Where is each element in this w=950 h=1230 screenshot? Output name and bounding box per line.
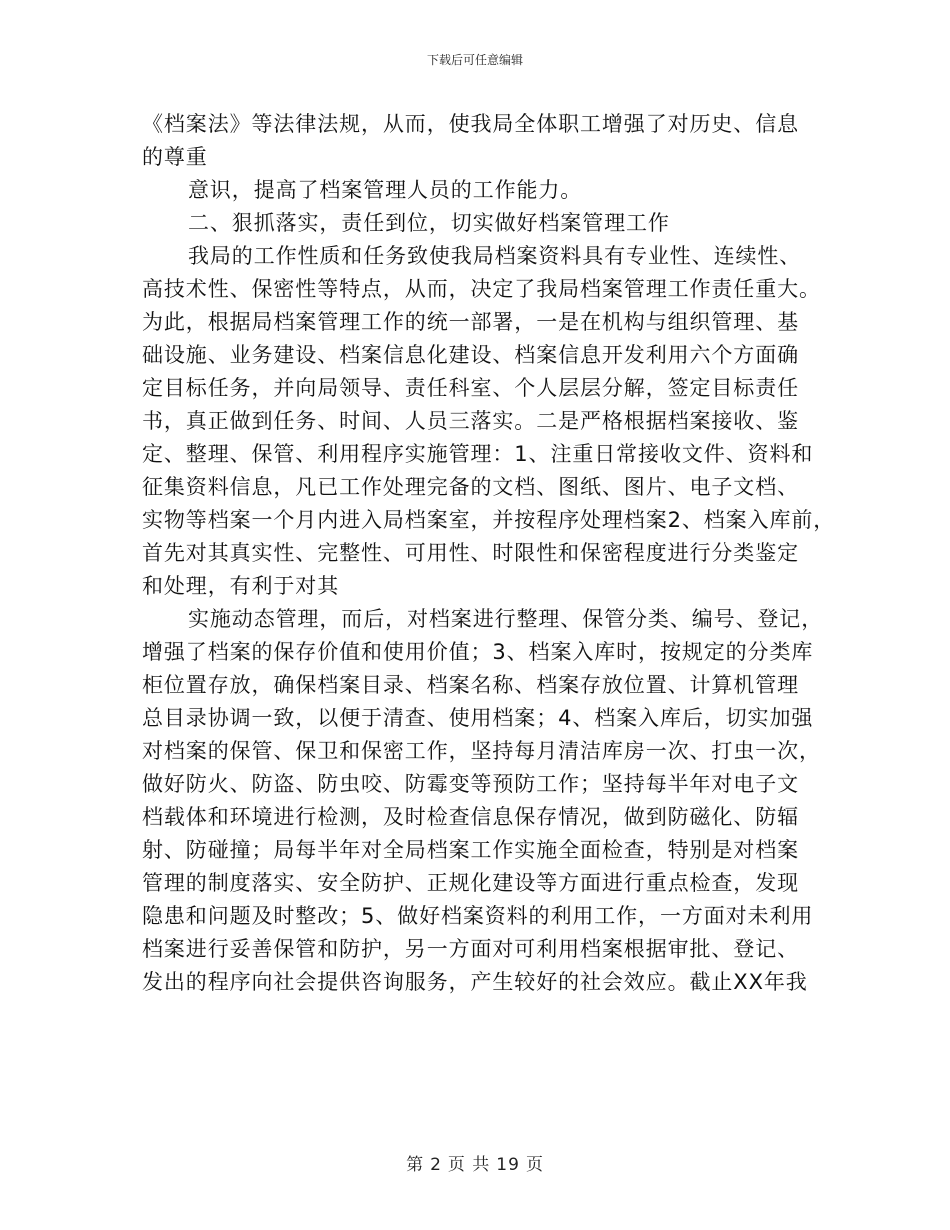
text-line: 和处理，有利于对其 — [142, 574, 340, 598]
text-line: 意识，提高了档案管理人员的工作能力。 — [188, 178, 583, 202]
text-line: 管理的制度落实、安全防护、正规化建设等方面进行重点检查，发现 — [142, 871, 799, 895]
text-line: 为此，根据局档案管理工作的统一部署，一是在机构与组织管理、基 — [142, 310, 799, 334]
text-line: 高技术性、保密性等特点，从而，决定了我局档案管理工作责任重大。 — [142, 277, 821, 301]
text-line: 二、狠抓落实，责任到位，切实做好档案管理工作 — [188, 211, 670, 235]
text-line: 柜位置存放，确保档案目录、档案名称、档案存放位置、计算机管理 — [142, 673, 799, 697]
page-header: 下载后可任意编辑 — [426, 53, 523, 67]
text-line: 对档案的保管、保卫和保密工作，坚持每月清洁库房一次、打虫一次， — [142, 739, 821, 763]
text-line: 础设施、业务建设、档案信息化建设、档案信息开发利用六个方面确 — [142, 343, 799, 367]
text-line: 档案进行妥善保管和防护，另一方面对可利用档案根据审批、登记、 — [142, 937, 799, 961]
text-line: 做好防火、防盗、防虫咬、防霉变等预防工作；坚持每半年对电子文 — [142, 772, 799, 796]
text-line: 实物等档案一个月内进入局档案室，并按程序处理档案2、档案入库前， — [142, 508, 836, 532]
text-line: 实施动态管理，而后，对档案进行整理、保管分类、编号、登记， — [188, 607, 824, 631]
total-page-count: 19 — [496, 1155, 520, 1175]
text-line: 《档案法》等法律法规，从而，使我局全体职工增强了对历史、信息 — [142, 112, 799, 136]
text-line: 定目标任务，并向局领导、责任科室、个人层层分解，签定目标责任 — [142, 376, 799, 400]
text-line: 总目录协调一致，以便于清查、使用档案；4、档案入库后，切实加强 — [142, 706, 814, 730]
footer-prefix: 第 — [406, 1155, 425, 1175]
text-line: 首先对其真实性、完整性、可用性、时限性和保密程度进行分类鉴定 — [142, 541, 799, 565]
page-footer — [0, 1154, 950, 1176]
text-line: 征集资料信息，凡已工作处理完备的文档、图纸、图片、电子文档、 — [142, 475, 799, 499]
text-line: 书，真正做到任务、时间、人员三落实。二是严格根据档案接收、鉴 — [142, 409, 799, 433]
text-line: 发出的程序向社会提供咨询服务，产生较好的社会效应。截止XX年我 — [142, 970, 808, 994]
text-line: 定、整理、保管、利用程序实施管理：1、注重日常接收文件、资料和 — [142, 442, 814, 466]
footer-suffix: 页 — [525, 1155, 544, 1175]
document-body — [142, 108, 836, 999]
text-line: 隐患和问题及时整改；5、做好档案资料的利用工作，一方面对未利用 — [142, 904, 814, 928]
text-line: 射、防碰撞；局每半年对全局档案工作实施全面检查，特别是对档案 — [142, 838, 799, 862]
text-line: 我局的工作性质和任务致使我局档案资料具有专业性、连续性、 — [188, 244, 802, 268]
text-line: 的尊重 — [142, 145, 208, 169]
footer-middle: 页 共 — [447, 1155, 491, 1175]
text-line: 增强了档案的保存价值和使用价值；3、档案入库时，按规定的分类库 — [142, 640, 814, 664]
text-line: 档载体和环境进行检测，及时检查信息保存情况，做到防磁化、防辐 — [142, 805, 799, 829]
current-page-number: 2 — [430, 1155, 442, 1175]
